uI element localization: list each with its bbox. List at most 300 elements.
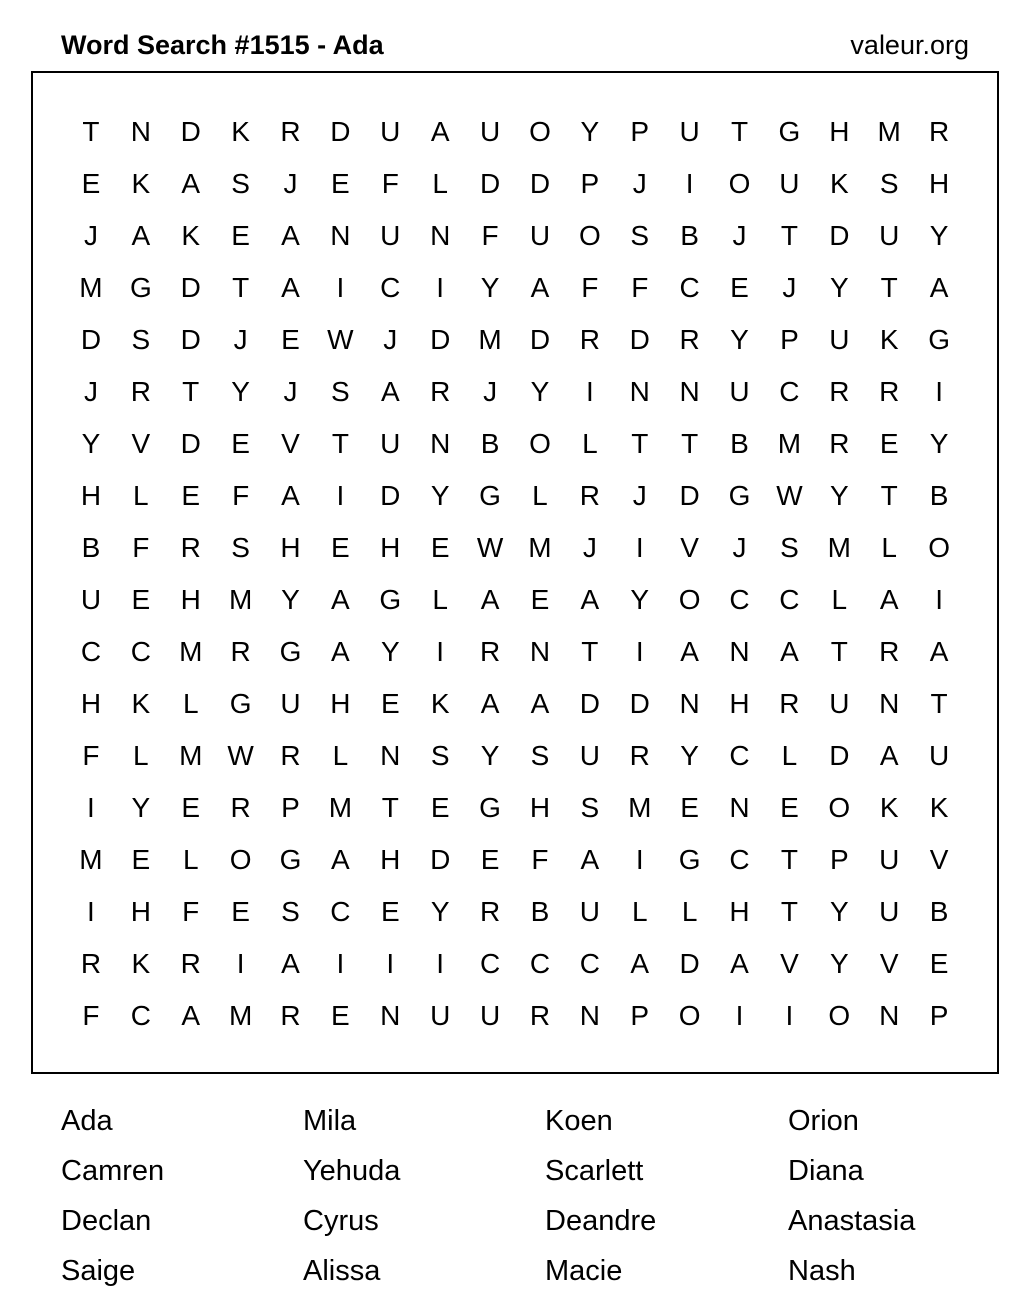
grid-cell: C [479,948,501,979]
grid-cell: G [479,792,501,823]
grid-cell: R [280,1000,301,1031]
grid-cell: A [281,480,300,511]
grid-cell: L [881,532,897,563]
grid-cell: R [180,948,201,979]
grid-cell: D [430,324,451,355]
grid-cell: B [530,896,550,927]
grid-cell: I [436,636,445,667]
grid-cell: R [779,688,800,719]
grid-cell: I [336,948,345,979]
grid-cell: T [381,792,399,823]
grid-cell: A [131,220,151,251]
grid-cell: R [529,1000,551,1031]
grid-cell: H [80,688,102,719]
grid-cell: B [730,428,749,459]
grid-cell: F [481,220,499,251]
grid-cell: E [680,792,699,823]
grid-cell: L [432,584,448,615]
grid-cell: I [436,948,445,979]
grid-cell: S [331,376,350,407]
grid-cell: E [331,532,350,563]
grid-cell: D [80,324,102,355]
grid-cell: Y [380,636,400,667]
grid-cell: P [780,324,799,355]
grid-cell: K [131,688,151,719]
grid-cell: W [776,480,803,511]
grid-cell: C [529,948,551,979]
grid-cell: I [585,376,594,407]
grid-cell: E [380,896,400,927]
grid-cell: M [79,844,103,875]
grid-cell: A [780,636,799,667]
grid-cell: A [680,636,699,667]
grid-cell: T [631,428,649,459]
puzzle-title: Word Search #1515 - Ada [61,30,384,60]
grid-cell: A [281,948,300,979]
grid-cell: O [728,168,751,199]
grid-cell: S [879,168,899,199]
grid-cell: C [779,584,800,615]
grid-cell: U [479,116,501,147]
grid-cell: I [635,636,644,667]
grid-cell: C [579,948,600,979]
grid-cell: D [529,324,551,355]
grid-cell: G [129,272,152,303]
grid-cell: H [829,116,850,147]
grid-cell: C [779,376,800,407]
grid-cell: H [928,168,950,199]
grid-cell: E [231,428,250,459]
grid-cell: A [929,272,949,303]
grid-cell: G [279,844,302,875]
grid-cell: W [476,532,504,563]
grid-cell: E [480,844,500,875]
grid-cell: T [880,480,898,511]
grid-cell: U [879,844,900,875]
grid-cell: E [380,688,400,719]
grid-cell: U [579,740,600,771]
grid-cell: Y [580,116,600,147]
grid-cell: A [281,220,300,251]
grid-cell: A [430,116,450,147]
grid-cell: T [780,220,798,251]
grid-cell: E [231,896,250,927]
grid-cell: Y [480,740,500,771]
grid-cell: Y [81,428,101,459]
grid-cell: U [829,688,850,719]
grid-cell: R [230,636,251,667]
grid-cell: D [679,948,700,979]
grid-cell: Y [829,272,849,303]
grid-cell: R [829,428,850,459]
grid-cell: N [629,376,650,407]
grid-cell: I [436,272,445,303]
grid-cell: I [87,896,95,927]
grid-cell: T [681,428,699,459]
grid-cell: N [380,740,401,771]
grid-cell: Y [730,324,749,355]
grid-cell: V [929,844,949,875]
grid-cell: C [130,636,151,667]
word-list-item: Cyrus [303,1205,379,1237]
grid-cell: A [730,948,749,979]
word-list-item: Camren [61,1155,165,1187]
grid-cell: J [283,376,298,407]
grid-cell: D [330,116,351,147]
grid-cell: I [386,948,395,979]
grid-cell: F [381,168,399,199]
grid-cell: S [580,792,600,823]
puzzle-board [31,71,999,1074]
grid-cell: Y [829,480,849,511]
grid-cell: H [729,896,750,927]
grid-cell: U [380,220,401,251]
grid-cell: E [181,792,201,823]
grid-cell: Y [680,740,699,771]
word-list-item: Ada [61,1105,113,1137]
grid-cell: D [180,428,201,459]
grid-cell: U [928,740,950,771]
grid-cell: O [928,532,950,563]
grid-cell: O [578,220,601,251]
grid-cell: C [729,584,750,615]
grid-cell: J [83,220,98,251]
grid-cell: U [879,896,900,927]
word-list-item: Scarlett [545,1155,644,1187]
grid-cell: B [929,896,949,927]
grid-cell: T [182,376,200,407]
grid-cell: A [380,376,400,407]
grid-cell: J [383,324,398,355]
grid-cell: Y [630,584,650,615]
grid-cell: U [529,220,551,251]
grid-cell: L [681,896,698,927]
grid-cell: G [229,688,252,719]
grid-cell: D [380,480,401,511]
grid-cell: L [532,480,548,511]
grid-cell: K [131,948,151,979]
grid-cell: N [330,220,351,251]
grid-cell: S [281,896,300,927]
grid-cell: B [680,220,699,251]
grid-cell: A [879,584,899,615]
grid-cell: R [679,324,700,355]
grid-cell: A [281,272,300,303]
grid-cell: M [179,740,203,771]
grid-cell: N [430,220,451,251]
grid-cell: O [529,428,551,459]
grid-cell: N [130,116,151,147]
grid-cell: M [228,1000,253,1031]
grid-cell: L [182,688,199,719]
grid-cell: M [777,428,802,459]
grid-cell: B [480,428,500,459]
grid-cell: A [181,1000,201,1031]
grid-cell: A [331,636,350,667]
grid-cell: R [579,324,600,355]
grid-cell: K [231,116,250,147]
word-list-item: Mila [303,1105,357,1137]
grid-cell: T [880,272,898,303]
grid-cell: D [180,116,201,147]
grid-cell: A [480,688,500,719]
grid-cell: D [529,168,551,199]
grid-cell: H [280,532,301,563]
grid-cell: P [630,116,650,147]
grid-cell: E [331,168,350,199]
grid-cell: E [530,584,550,615]
grid-cell: D [629,324,650,355]
word-list-item: Orion [788,1105,859,1137]
grid-cell: A [929,636,949,667]
grid-cell: F [232,480,250,511]
grid-cell: D [180,324,201,355]
grid-cell: Y [231,376,250,407]
grid-cell: N [380,1000,401,1031]
grid-cell: K [131,168,151,199]
grid-cell: E [281,324,300,355]
grid-cell: O [678,584,701,615]
grid-cell: A [879,740,899,771]
grid-cell: E [81,168,101,199]
grid-cell: Y [530,376,550,407]
grid-cell: A [181,168,201,199]
grid-cell: R [80,948,102,979]
grid-cell: N [679,376,700,407]
grid-cell: A [530,688,550,719]
grid-cell: K [929,792,949,823]
grid-cell: T [331,428,349,459]
word-list-item: Nash [788,1255,856,1287]
grid-cell: C [729,740,750,771]
grid-cell: U [879,220,900,251]
grid-cell: I [935,376,943,407]
grid-cell: G [279,636,302,667]
grid-cell: U [779,168,800,199]
grid-cell: D [829,220,850,251]
grid-cell: R [829,376,850,407]
grid-cell: L [133,740,149,771]
grid-cell: V [131,428,151,459]
grid-cell: U [679,116,700,147]
grid-cell: J [632,168,647,199]
grid-cell: E [730,272,749,303]
grid-cell: D [579,688,600,719]
grid-cell: R [479,896,501,927]
grid-cell: D [679,480,700,511]
grid-cell: J [732,532,747,563]
grid-cell: S [630,220,650,251]
grid-cell: K [181,220,201,251]
grid-cell: P [630,1000,650,1031]
grid-cell: E [131,844,151,875]
grid-cell: U [80,584,102,615]
grid-cell: V [879,948,899,979]
grid-cell: V [780,948,799,979]
grid-cell: L [332,740,349,771]
grid-cell: P [281,792,300,823]
grid-cell: T [730,116,749,147]
grid-cell: O [678,1000,701,1031]
grid-cell: Y [430,896,450,927]
grid-cell: Y [829,896,849,927]
grid-cell: R [629,740,650,771]
grid-cell: L [432,168,448,199]
grid-cell: J [283,168,298,199]
grid-cell: M [877,116,901,147]
grid-cell: I [685,168,694,199]
grid-cell: Y [929,428,949,459]
grid-cell: E [879,428,899,459]
grid-cell: V [680,532,699,563]
grid-cell: Y [430,480,450,511]
grid-cell: G [379,584,402,615]
grid-cell: Y [131,792,151,823]
grid-cell: I [336,272,345,303]
grid-cell: T [581,636,599,667]
grid-cell: A [331,584,350,615]
grid-cell: U [280,688,301,719]
grid-cell: V [281,428,300,459]
grid-cell: C [80,636,102,667]
grid-cell: U [380,116,401,147]
grid-cell: A [580,584,600,615]
grid-cell: E [181,480,201,511]
grid-cell: S [530,740,550,771]
grid-cell: E [430,532,450,563]
grid-cell: T [82,116,100,147]
word-list-item: Macie [545,1255,623,1287]
grid-cell: T [780,844,798,875]
grid-cell: L [182,844,199,875]
grid-cell: O [828,1000,851,1031]
grid-cell: G [728,480,751,511]
grid-cell: G [928,324,950,355]
grid-cell: G [778,116,801,147]
word-list-item: Saige [61,1255,136,1287]
grid-cell: A [530,272,550,303]
grid-cell: J [233,324,248,355]
grid-cell: D [479,168,501,199]
grid-cell: A [630,948,650,979]
word-list-item: Anastasia [788,1205,916,1237]
grid-cell: E [780,792,799,823]
grid-cell: C [380,272,401,303]
grid-cell: N [729,792,750,823]
grid-cell: U [829,324,850,355]
grid-cell: F [182,896,200,927]
grid-cell: P [829,844,849,875]
grid-cell: R [879,636,900,667]
grid-cell: I [635,844,644,875]
grid-cell: D [430,844,451,875]
grid-cell: R [280,116,301,147]
grid-cell: I [785,1000,794,1031]
grid-cell: E [430,792,450,823]
grid-cell: N [579,1000,600,1031]
grid-cell: J [582,532,597,563]
grid-cell: Y [829,948,849,979]
grid-cell: S [780,532,799,563]
grid-cell: I [87,792,95,823]
grid-cell: M [228,584,253,615]
grid-cell: R [579,480,600,511]
site-name: valeur.org [850,30,969,60]
grid-cell: F [531,844,549,875]
grid-cell: K [829,168,849,199]
grid-cell: S [131,324,151,355]
grid-cell: L [631,896,648,927]
grid-cell: H [380,844,401,875]
grid-cell: J [732,220,747,251]
grid-cell: H [80,480,102,511]
word-list-item: Yehuda [303,1155,401,1187]
grid-cell: F [581,272,599,303]
grid-cell: W [227,740,254,771]
grid-cell: H [729,688,750,719]
grid-cell: T [780,896,798,927]
grid-cell: R [430,376,451,407]
grid-cell: M [179,636,203,667]
grid-cell: L [781,740,798,771]
grid-cell: F [82,1000,100,1031]
grid-cell: E [131,584,151,615]
grid-cell: P [580,168,600,199]
grid-cell: U [430,1000,451,1031]
grid-cell: O [828,792,851,823]
grid-cell: A [331,844,350,875]
grid-cell: H [130,896,151,927]
grid-cell: B [81,532,101,563]
grid-cell: U [729,376,750,407]
grid-cell: Y [480,272,500,303]
grid-cell: E [929,948,949,979]
word-list [61,1100,988,1300]
grid-cell: J [83,376,98,407]
grid-cell: D [180,272,201,303]
grid-cell: H [380,532,401,563]
grid-cell: I [236,948,245,979]
grid-cell: F [631,272,649,303]
grid-cell: J [483,376,498,407]
grid-cell: M [528,532,552,563]
grid-cell: J [782,272,797,303]
grid-cell: C [330,896,351,927]
grid-cell: L [133,480,149,511]
grid-cell: D [829,740,850,771]
grid-cell: M [827,532,851,563]
grid-cell: A [580,844,600,875]
grid-cell: W [327,324,354,355]
grid-cell: R [479,636,501,667]
grid-cell: I [735,1000,744,1031]
grid-cell: M [628,792,652,823]
grid-cell: F [82,740,100,771]
grid-cell: I [635,532,644,563]
grid-cell: Y [929,220,949,251]
grid-cell: N [529,636,551,667]
grid-cell: L [831,584,848,615]
grid-cell: R [280,740,301,771]
grid-cell: U [380,428,401,459]
grid-cell: R [180,532,201,563]
grid-cell: S [430,740,450,771]
word-list-item: Declan [61,1205,152,1237]
grid-cell: I [336,480,345,511]
grid-cell: D [629,688,650,719]
grid-cell: H [330,688,351,719]
grid-cell: Y [281,584,300,615]
